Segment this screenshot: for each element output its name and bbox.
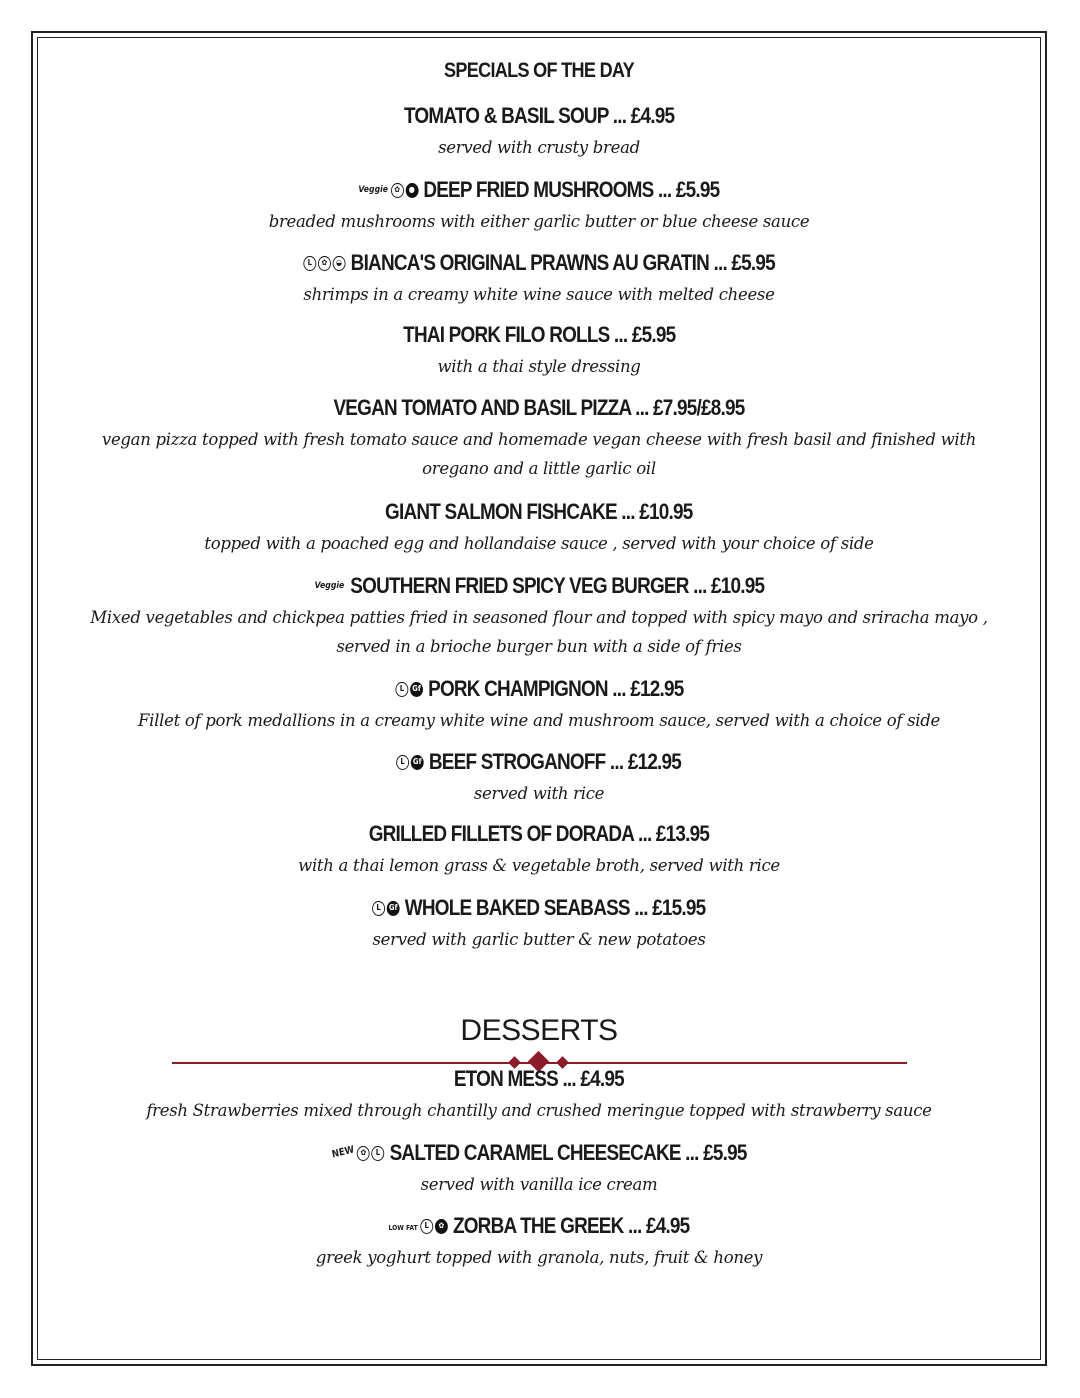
menu-item-name: SOUTHERN FRIED SPICY VEG BURGER ... £10.95 — [349, 573, 764, 598]
new-icon: NEW — [330, 1144, 355, 1161]
menu-item-name-row — [303, 249, 775, 276]
dietary-icons — [332, 1139, 386, 1165]
dietary-icons — [395, 675, 424, 701]
menu-item-name: BIANCA'S ORIGINAL PRAWNS AU GRATIN ... £5.95 — [350, 250, 775, 275]
menu-item-name: DEEP FRIED MUSHROOMS ... £5.95 — [423, 177, 720, 202]
lactose-icon: L — [397, 755, 410, 770]
menu-item — [37, 1139, 1041, 1199]
menu-item-desc: served with vanilla ice cream — [420, 1175, 658, 1194]
menu-item-desc: served with garlic butter & new potatoes — [372, 930, 706, 949]
menu-item-name: WHOLE BAKED SEABASS ... £15.95 — [405, 895, 706, 920]
menu-item-name: SALTED CARAMEL CHEESECAKE ... £5.95 — [389, 1140, 747, 1165]
menu-item-desc: vegan pizza topped with fresh tomato sauce and homemade vegan cheese with fresh basil and finished with oregano and a little garlic oil — [101, 430, 977, 478]
menu-item — [37, 176, 1041, 236]
menu-item-name: GRILLED FILLETS OF DORADA ... £13.95 — [368, 821, 710, 846]
menu-item — [37, 499, 1041, 558]
menu-item — [37, 675, 1041, 735]
menu-item-name-row — [314, 572, 764, 599]
menu-item-desc: shrimps in a creamy white wine sauce with melted cheese — [303, 285, 775, 304]
menu-item-desc: breaded mushrooms with either garlic butter or blue cheese sauce — [268, 212, 810, 231]
menu-item-name: THAI PORK FILO ROLLS ... £5.95 — [402, 322, 676, 347]
menu-item-desc: Mixed vegetables and chickpea patties fried in seasoned flour and topped with spicy mayo and sriracha mayo , served in a brioche burger bun with a side of fries — [90, 608, 988, 656]
dietary-icons — [397, 748, 426, 774]
menu-item-name: ZORBA THE GREEK ... £4.95 — [452, 1213, 690, 1238]
menu-item-desc: served with crusty bread — [438, 138, 640, 157]
allergen-icon: ✿ — [318, 256, 331, 271]
menu-item — [37, 821, 1041, 880]
veggie-icon: Veggie — [314, 581, 344, 591]
menu-item-desc: served with rice — [473, 784, 605, 803]
lactose-icon: L — [371, 1146, 384, 1161]
desserts-title: DESSERTS — [460, 1014, 618, 1047]
menu-item-desc: greek yoghurt topped with granola, nuts, fruit & honey — [315, 1248, 763, 1267]
menu-item-name-row — [372, 894, 705, 921]
dietary-icons — [303, 249, 347, 275]
menu-item-name: TOMATO & BASIL SOUP ... £4.95 — [403, 103, 675, 128]
allergen-icon: ✿ — [391, 183, 404, 198]
menu-item-name: GIANT SALMON FISHCAKE ... £10.95 — [385, 499, 693, 524]
gluten-free-icon: Gf — [410, 682, 423, 697]
menu-item-name: PORK CHAMPIGNON ... £12.95 — [427, 676, 684, 701]
menu-item — [37, 894, 1041, 954]
menu-item-desc: with a thai style dressing — [437, 357, 641, 376]
menu-item — [37, 748, 1041, 808]
menu-item-name: VEGAN TOMATO AND BASIL PIZZA ... £7.95/£8.95 — [333, 395, 745, 420]
specials-title: SPECIALS OF THE DAY — [444, 59, 634, 82]
menu-item-name: BEEF STROGANOFF ... £12.95 — [429, 749, 682, 774]
menu-item — [37, 572, 1041, 661]
menu-item — [37, 395, 1041, 483]
menu-item — [37, 322, 1041, 381]
gluten-free-icon: Gf — [411, 755, 424, 770]
menu-item-name: ETON MESS ... £4.95 — [453, 1066, 625, 1091]
menu-item-desc: with a thai lemon grass & vegetable broth, served with rice — [298, 856, 780, 875]
menu-item-desc: topped with a poached egg and hollandaise sauce , served with your choice of side — [204, 534, 874, 553]
lactose-icon: L — [395, 682, 408, 697]
menu-item-name-row — [332, 1139, 747, 1166]
menu-item — [37, 103, 1041, 162]
dietary-icons — [314, 572, 346, 598]
dietary-icons — [389, 1212, 450, 1238]
allergen-icon: ● — [405, 183, 418, 198]
gluten-free-icon: Gf — [387, 901, 400, 916]
low-fat-icon: LOW FAT — [388, 1224, 418, 1232]
allergen-icon: ◒ — [332, 256, 345, 271]
menu-item-name-row — [389, 1212, 690, 1239]
menu-item-desc: fresh Strawberries mixed through chantilly and crushed meringue topped with strawberry sauce — [146, 1101, 932, 1120]
allergen-icon: ✿ — [357, 1146, 370, 1161]
menu-item-name-row — [359, 176, 720, 203]
menu-item-name-row — [397, 748, 682, 775]
dietary-icons — [359, 176, 420, 202]
lactose-icon: L — [303, 256, 316, 271]
menu-item — [37, 1066, 1041, 1125]
dietary-icons — [372, 894, 401, 920]
allergen-icon: ✿ — [435, 1219, 448, 1234]
menu-item-desc: Fillet of pork medallions in a creamy white wine and mushroom sauce, served with a choice of side — [138, 711, 940, 730]
lactose-icon: L — [372, 901, 385, 916]
menu-item — [37, 249, 1041, 309]
veggie-icon: Veggie — [358, 185, 389, 195]
menu-item — [37, 1212, 1041, 1272]
menu-item-name-row — [395, 675, 683, 702]
lactose-icon: L — [420, 1219, 433, 1234]
